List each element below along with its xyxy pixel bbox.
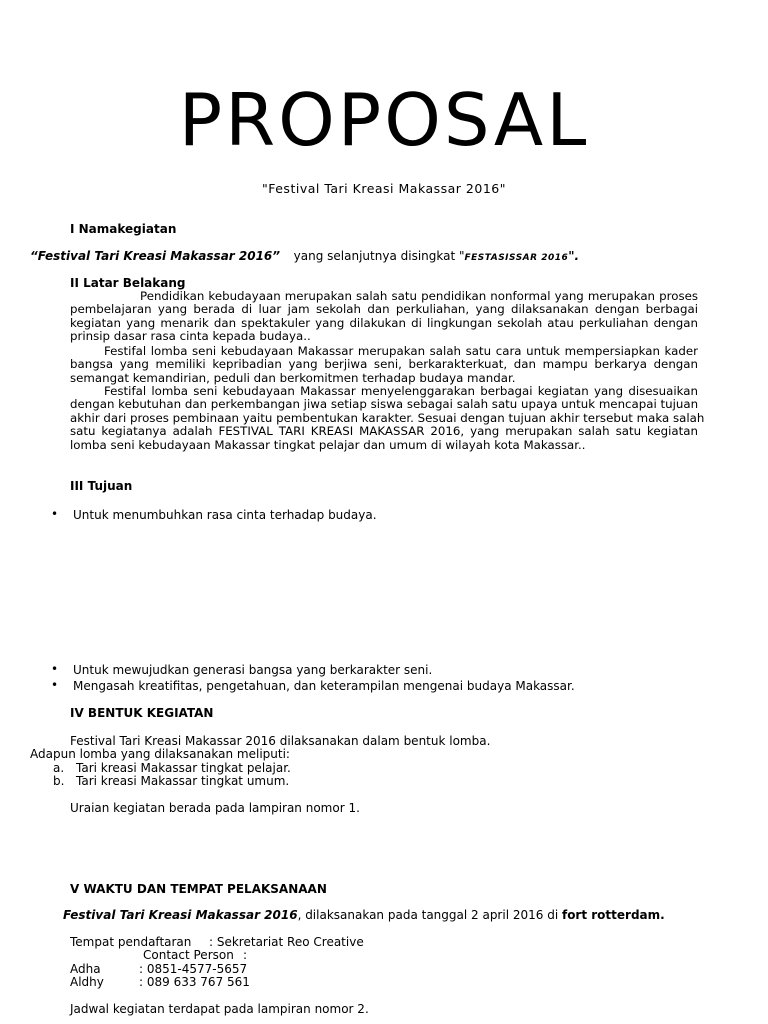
schedule-note: Jadwal kegiatan terdapat pada lampiran nomor 2. (70, 1002, 369, 1016)
goal-item (51, 507, 377, 522)
contact-name: Aldhy (70, 975, 104, 989)
paragraph-line: dengan kebutuhan dan perkembangan jiwa setiap siswa sebagai salah satu upaya untuk mencapai tujuan (70, 397, 699, 412)
event-date: , dilaksanakan pada tanggal 2 april 2016 di (297, 908, 562, 922)
paragraph-line: pembelajaran yang berada di luar jam sekolah dan perkuliahan, yang dilaksanakan dengan berbagai (70, 302, 698, 317)
section-4-heading: IV BENTUK KEGIATAN (70, 706, 214, 720)
document-title: PROPOSAL (178, 78, 590, 162)
paragraph-line: prinsip dasar rasa cinta kepada budaya.. (70, 329, 311, 344)
section-3-heading: III Tujuan (70, 479, 133, 493)
goal-text: Untuk mewujudkan generasi bangsa yang berkarakter seni. (73, 663, 433, 677)
list-marker: a. (53, 761, 65, 775)
paragraph-line: lomba seni kebudayaan Makassar tingkat pelajar dan umum di wilayah kota Makassar.. (70, 437, 586, 452)
list-item: Tari kreasi Makassar tingkat umum. (76, 774, 290, 788)
registration-value: : Sekretariat Reo Creative (209, 935, 364, 949)
paragraph-line: kegiatan yang menarik dan spektakuler yang dilakukan di lingkungan sekolah atau perkuliahan dengan (70, 315, 698, 330)
background-paragraph-3 (70, 384, 705, 452)
paragraph-line: akhir dari proses pembinaan yaitu pembentukan karakter. Sesuai dengan tujuan akhir tersebut maka salah (70, 410, 705, 425)
list-marker: b. (53, 774, 65, 788)
section-5-heading: V WAKTU DAN TEMPAT PELAKSANAAN (70, 882, 327, 896)
event-name: “Festival Tari Kreasi Makassar 2016” (30, 249, 281, 263)
contact-phone: : 089 633 767 561 (139, 975, 250, 989)
activity-description: Festival Tari Kreasi Makassar 2016 dilaksanakan dalam bentuk lomba. (70, 734, 491, 748)
section-1-text (30, 249, 579, 263)
bullet-icon: • (51, 662, 59, 676)
registration-label: Tempat pendaftaran (70, 935, 192, 949)
contact-name: Adha (70, 962, 101, 976)
goal-text: Untuk menumbuhkan rasa cinta terhadap budaya. (73, 508, 377, 522)
document-subtitle: "Festival Tari Kreasi Makassar 2016" (261, 181, 506, 196)
event-sentence-end: ". (568, 249, 580, 263)
activity-note: Uraian kegiatan berada pada lampiran nomor 1. (70, 801, 360, 815)
background-paragraph-1 (70, 290, 698, 344)
section-1-heading: I Namakegiatan (70, 222, 177, 236)
event-title: Festival Tari Kreasi Makassar 2016 (63, 908, 298, 922)
goal-text: Mengasah kreatifitas, pengetahuan, dan keterampilan mengenai budaya Makassar. (73, 679, 575, 693)
list-item: Tari kreasi Makassar tingkat pelajar. (76, 761, 291, 775)
paragraph-line: bangsa yang memiliki kepribadian yang berjiwa seni, berkarakterkuat, dan mampu berkarya dengan (70, 357, 698, 372)
contact-label: Contact Person (143, 948, 234, 962)
paragraph-line: Festifal lomba seni kebudayaan Makassar menyelenggarakan berbagai kegiatan yang disesuaikan (104, 384, 698, 398)
goal-item (51, 662, 433, 677)
paragraph-line: satu kegiatanya adalah FESTIVAL TARI KREASI MAKASSAR 2016, yang merupakan salah satu kegiatan (70, 424, 698, 439)
event-sentence: yang selanjutnya disingkat " (293, 249, 465, 263)
paragraph-line: Pendidikan kebudayaan merupakan salah satu pendidikan nonformal yang merupakan proses (140, 289, 698, 303)
contact-phone: : 0851-4577-5657 (139, 962, 248, 976)
bullet-icon: • (51, 678, 59, 692)
background-paragraph-2 (70, 345, 698, 385)
event-place: fort rotterdam. (561, 908, 665, 922)
bullet-icon: • (51, 507, 59, 521)
paragraph-line: Festifal lomba seni kebudayaan Makassar merupakan salah satu cara untuk mempersiapkan kader (104, 344, 698, 358)
activity-intro: Adapun lomba yang dilaksanakan meliputi: (30, 747, 290, 761)
event-abbreviation: FESTASISSAR 2016 (464, 253, 569, 263)
contact-colon: : (243, 948, 248, 962)
goal-item (51, 678, 575, 693)
event-date-line (63, 908, 665, 922)
section-2-heading: II Latar Belakang (70, 276, 186, 290)
paragraph-line: semangat kemandirian, peduli dan berkomitmen terhadap budaya mandar. (70, 370, 516, 385)
